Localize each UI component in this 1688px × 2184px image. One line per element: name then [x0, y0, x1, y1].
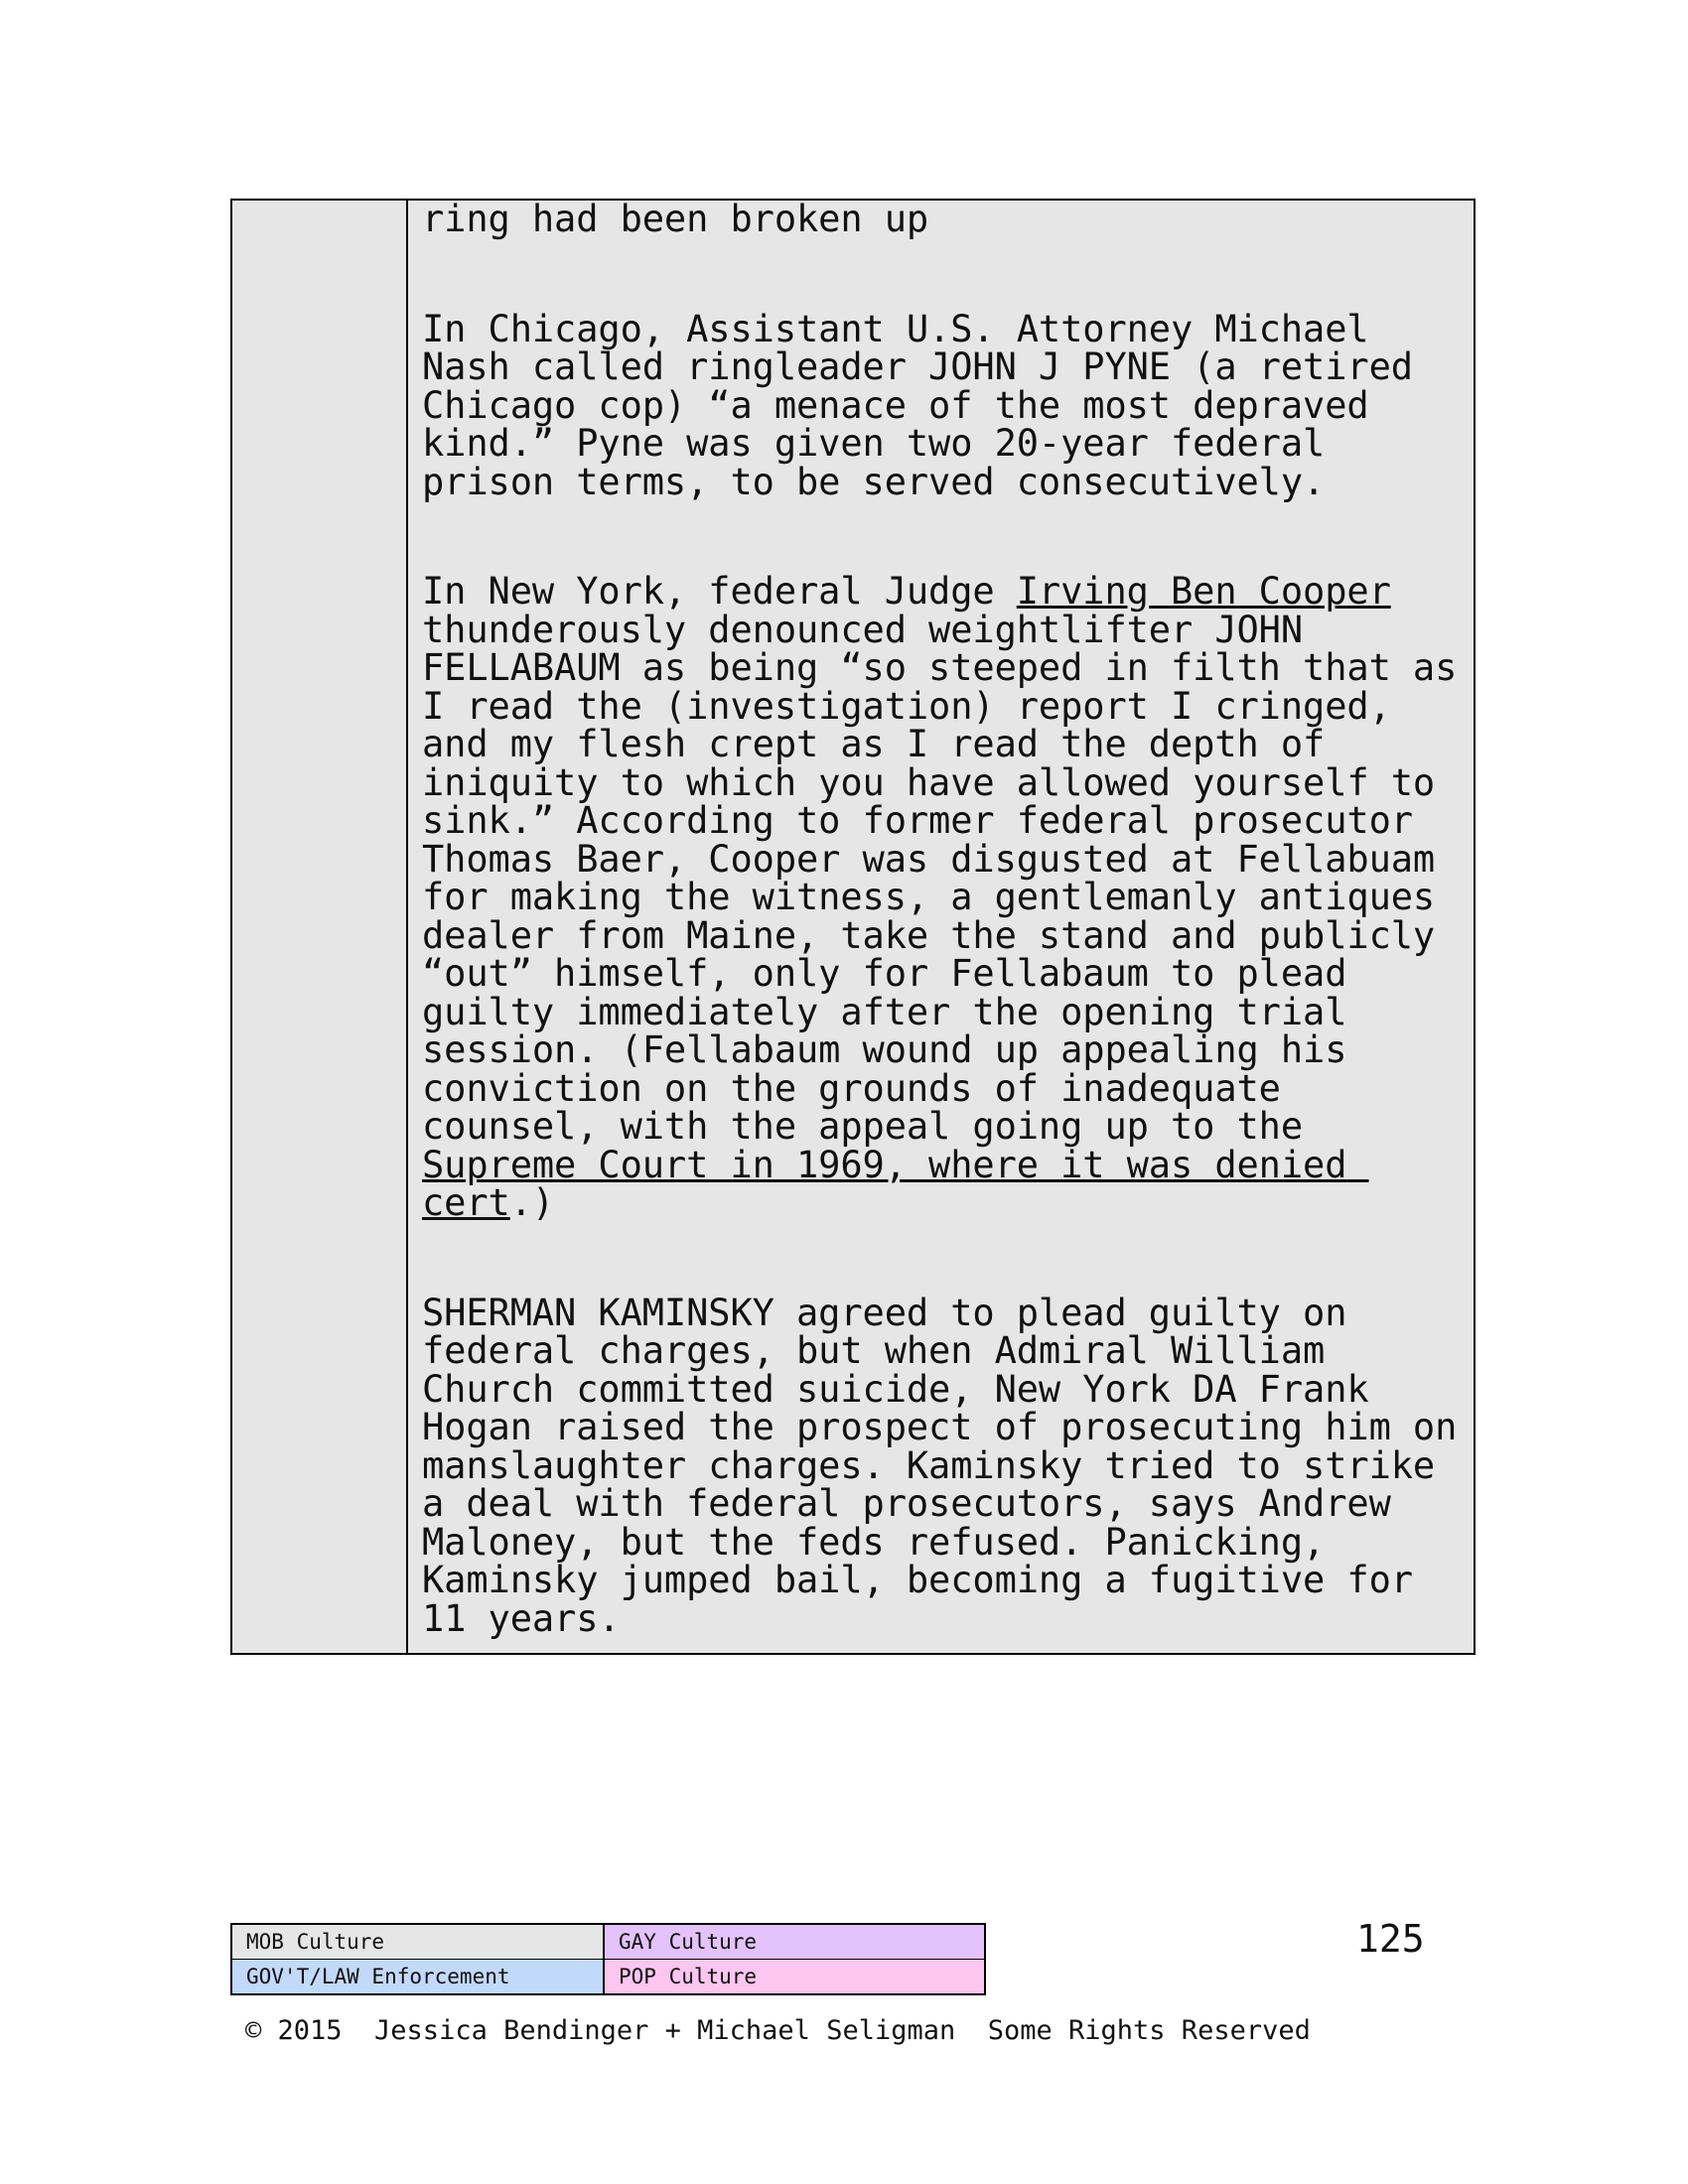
text-segment: thunderously denounced weightlifter JOHN FELLABAUM as being “so steeped in filth that as I read the (investigation) report I cringed, and my flesh crept as I read the depth of iniquity to which you have allowed yourself to sink.” According to former federal prosecutor Thomas Baer, Cooper was disgusted at Fellabuam for making the witness, a gentlemanly antiques dealer from Maine, take the stand and publicly “out” himself, only for Fellabaum to plead guilty immediately after the opening trial session. (Fellabaum wound up appealing his conviction on the grounds of inadequate counsel, with the appeal going up to the [422, 570, 1479, 1148]
legend-govt-law-enforcement: GOV'T/LAW Enforcement [232, 1960, 605, 1994]
margin-column [232, 201, 408, 1653]
copyright-footer: © 2015 Jessica Bendinger + Michael Seligman Some Rights Reserved [245, 2015, 1311, 2046]
legend-mob-culture: MOB Culture [232, 1925, 605, 1960]
text-column [408, 198, 1479, 1653]
spacer [422, 501, 1460, 573]
text-segment: In New York, federal Judge [422, 570, 1017, 613]
paragraph-kaminsky: SHERMAN KAMINSKY agreed to plead guilty on federal charges, but when Admiral William Church committed suicide, New York DA Frank Hogan raised the prospect of prosecuting him on manslaughter charges. Kaminsky tried to strike a deal with federal prosecutors, says Andrew Maloney, but the feds refused. Panicking, Kaminsky jumped bail, becoming a fugitive for 11 years. [422, 1291, 1479, 1640]
spacer [422, 1223, 1460, 1295]
content-table [230, 198, 1479, 1655]
paragraph-ring: ring had been broken up [422, 198, 929, 240]
link-supreme-court[interactable]: Supreme Court in 1969, where it was denied cert [422, 1143, 1369, 1224]
legend-gay-culture: GAY Culture [605, 1925, 984, 1960]
link-irving-ben-cooper[interactable]: Irving Ben Cooper [1016, 570, 1391, 613]
paragraph-chicago: In Chicago, Assistant U.S. Attorney Michael Nash called ringleader JOHN J PYNE (a retired Chicago cop) “a menace of the most depraved kind.” Pyne was given two 20-year federal prison terms, to be served consecutively. [422, 307, 1436, 503]
page-number: 125 [1356, 1917, 1425, 1961]
paragraph-new-york [422, 570, 1479, 1224]
text-segment: .) [509, 1181, 555, 1224]
category-legend [230, 1923, 986, 1995]
spacer [422, 239, 1460, 311]
legend-pop-culture: POP Culture [605, 1960, 984, 1994]
